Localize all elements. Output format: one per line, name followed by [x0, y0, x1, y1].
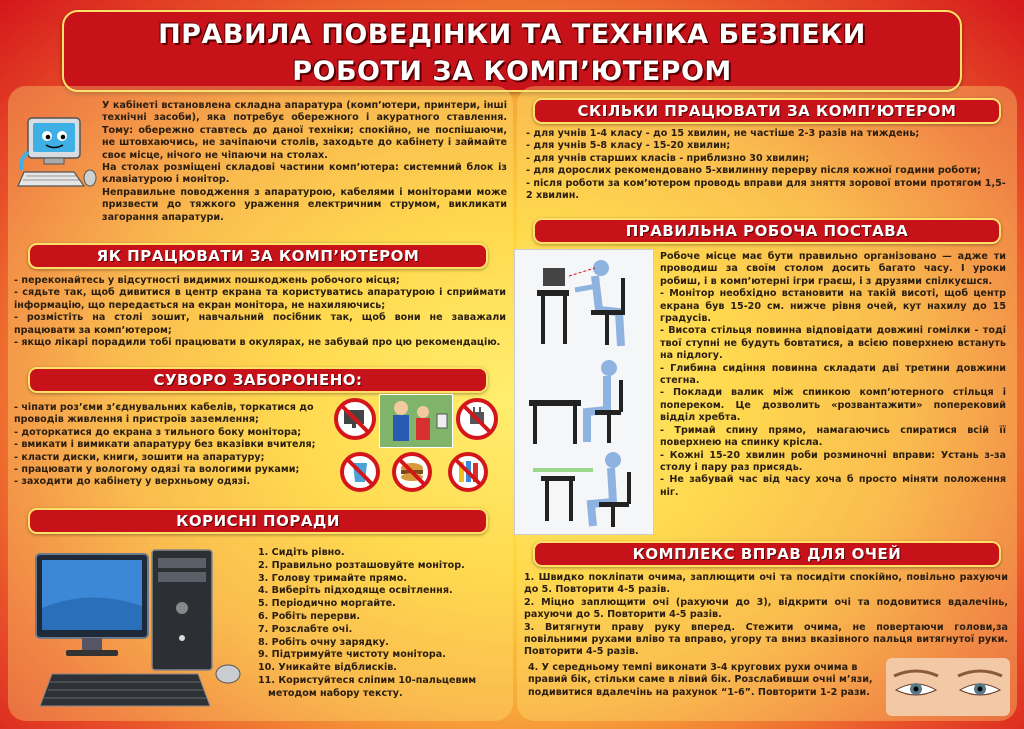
no-food-icon	[392, 452, 432, 492]
list-item: - сядьте так, щоб дивитися в центр екрана та користуватись апаратурою і сприймати інформацію, що передається на екран монітора, не нахиляючись;	[14, 287, 506, 311]
list-item: - для учнів 5-8 класу - 15-20 хвилин;	[526, 140, 731, 152]
list-item: 10. Уникайте відблисків.	[258, 662, 397, 674]
list-item: 8. Робіть очну зарядку.	[258, 636, 389, 648]
posture-illustration	[514, 249, 654, 535]
no-monitor-icon	[334, 398, 376, 440]
desktop-computer-image	[30, 548, 248, 718]
list-item: - Кожні 15-20 хвилин роби розминочні вправи: Устань з-за столу і пару раз присядь.	[660, 449, 1006, 473]
forbidden-list	[14, 402, 332, 489]
list-item: - Монітор необхідно встановити на такій висоті, щоб центр екрана був 15-20 см. нижче рівня очей, кут нахилу до 15 градусів.	[660, 288, 1006, 325]
eyes-list-top	[524, 572, 1008, 659]
intro-text	[102, 100, 507, 224]
how-long-list	[526, 128, 1006, 202]
list-item: 3. Витягнути праву руку вперед. Стежити очима, не повертаючи голови,за повільними рухами вліво та вправо, угору та вниз вказівного пальця витягнутої руки. Повторити 4-5 разів.	[524, 621, 1008, 658]
no-drink-icon	[340, 452, 380, 492]
list-item: - для учнів 1-4 класу - до 15 хвилин, не частіше 2-3 разів на тиждень;	[526, 128, 920, 139]
eyes-image	[886, 658, 1010, 716]
list-item: - Глибина сидіння повинна складати дві третини довжини стегна.	[660, 362, 1006, 387]
list-item: - чіпати роз’єми з’єднувальних кабелів, торкатися до проводів живлення і пристроїв заземлення;	[14, 402, 314, 426]
children-at-socket-image	[379, 394, 453, 448]
tips-list	[258, 547, 508, 701]
how-to-work-heading: ЯК ПРАЦЮВАТИ ЗА КОМП’ЮТЕРОМ	[28, 243, 488, 269]
list-item: - розмістіть на столі зошит, навчальний посібник так, щоб вони не заважали працювати за комп’ютером;	[14, 312, 506, 336]
title-line-2: РОБОТИ ЗА КОМП’ЮТЕРОМ	[292, 56, 732, 87]
list-item: 1. Швидко покліпати очима, заплющити очі та посидіти спокійно, повільно рахуючи до 5. Повторити 4-5 разів.	[524, 572, 1008, 596]
list-item: 1. Сидіть рівно.	[258, 547, 345, 558]
list-item: - працювати у вологому одязі та вологими руками;	[14, 464, 300, 476]
list-item: - для дорослих рекомендовано 5-хвилинну перерву після кожної години роботи;	[526, 165, 981, 177]
list-item: 4. У середньому темпі виконати 3-4 кругових рухи очима в правий бік, стільки саме в лівий бік. Розслабивши очні м’язи, подивитися вдалечінь на рахунок “1-6”. Повторити 1-2 рази.	[528, 662, 873, 698]
eyes-list-bottom	[528, 662, 884, 699]
list-item: 2. Міцно заплющити очі (рахуючи до 3), відкрити очі та подовитися вдалечінь, рахуючи до 5. Повторити 4-5 разів.	[524, 596, 1008, 621]
computer-mascot-icon	[14, 112, 100, 198]
list-item: 3. Голову тримайте прямо.	[258, 572, 407, 584]
poster-title	[62, 10, 962, 92]
list-item: 7. Розслабте очі.	[258, 623, 353, 635]
intro-paragraph: У кабінеті встановлена складна апаратура (комп’ютери, принтери, інші технічні засоби), яка потребує обережного і акуратного ставлення. Тому: обережно ставтесь до даної техніки; спокійно, не поспішаючи, не штовхаючись, не зачіпаючи столів, заходьте до кабінету і займайте своє місце, нічого не чіпаючи на столах.	[102, 100, 507, 161]
posture-list	[660, 251, 1006, 499]
list-item: - Не забувай час від часу хоча б просто міняти положення ніг.	[660, 474, 1006, 498]
forbidden-heading: СУВОРО ЗАБОРОНЕНО:	[28, 367, 488, 393]
list-item: 9. Підтримуйте чистоту монітора.	[258, 649, 446, 661]
list-item: 4. Виберіть підходяще освітлення.	[258, 585, 453, 597]
list-item: 2. Правильно розташовуйте монітор.	[258, 559, 465, 571]
list-item: - заходити до кабінету у верхньому одязі.	[14, 476, 251, 488]
title-line-1: ПРАВИЛА ПОВЕДІНКИ ТА ТЕХНІКА БЕЗПЕКИ	[158, 19, 866, 50]
intro-paragraph: Неправильне поводження з апаратурою, кабелями і моніторами може призвести до тяжкого ураження електричним струмом, викликати загорання апаратури.	[102, 186, 507, 223]
list-item: - для учнів старших класів - приблизно 30 хвилин;	[526, 152, 810, 164]
list-item: - Тримай спину прямо, намагаючись спиратися всій її поверхнею на спинку крісла.	[660, 424, 1006, 449]
list-item: - Поклади валик між спинкою комп’ютерного стільця і попереком. Це дозволить «розвантажити» поперековий відділ хребта.	[660, 387, 1006, 424]
list-item: - класти диски, книги, зошити на апаратуру;	[14, 451, 265, 463]
eyes-heading: КОМПЛЕКС ВПРАВ ДЛЯ ОЧЕЙ	[533, 541, 1001, 567]
list-item: - якщо лікарі порадили тобі працювати в окулярах, не забувай про цю рекомендацію.	[14, 337, 501, 349]
list-item: 11. Користуйтеся сліпим 10-пальцевим методом набору тексту.	[258, 674, 477, 699]
intro-paragraph: На столах розміщені складові частини комп’ютера: системний блок із клавіатурою і монітор.	[102, 162, 507, 186]
list-item: Робоче місце має бути правильно організовано — адже ти проводиш за своїм столом досить багато часу. І уроки робиш, і в комп’ютерні ігри граєш, і з друзями спілкуєшся.	[660, 251, 1006, 287]
list-item: - вмикати і вимикати апаратуру без вказівки вчителя;	[14, 439, 316, 451]
list-item: - переконайтесь у відсутності видимих пошкоджень робочого місця;	[14, 275, 400, 286]
list-item: - доторкатися до екрана з тильного боку монітора;	[14, 426, 302, 438]
how-to-work-list	[14, 275, 506, 349]
list-item: 5. Періодично моргайте.	[258, 598, 396, 610]
how-long-heading: СКІЛЬКИ ПРАЦЮВАТИ ЗА КОМП’ЮТЕРОМ	[533, 98, 1001, 124]
posture-heading: ПРАВИЛЬНА РОБОЧА ПОСТАВА	[533, 218, 1001, 244]
tips-heading: КОРИСНІ ПОРАДИ	[28, 508, 488, 534]
list-item: - після роботи за ком’ютером проводь вправи для зняття зорової втоми протягом 1,5-2 хвилин.	[526, 177, 1006, 202]
posture-diagram-icon	[515, 250, 655, 536]
list-item: - Висота стільця повинна відповідати довжині гомілки - тоді твої ступні не будуть бовтатися, а всією поверхнею встануть на підлогу.	[660, 325, 1006, 362]
no-pencils-icon	[448, 452, 488, 492]
list-item: 6. Робіть перерви.	[258, 610, 361, 622]
no-plug-icon	[456, 398, 498, 440]
